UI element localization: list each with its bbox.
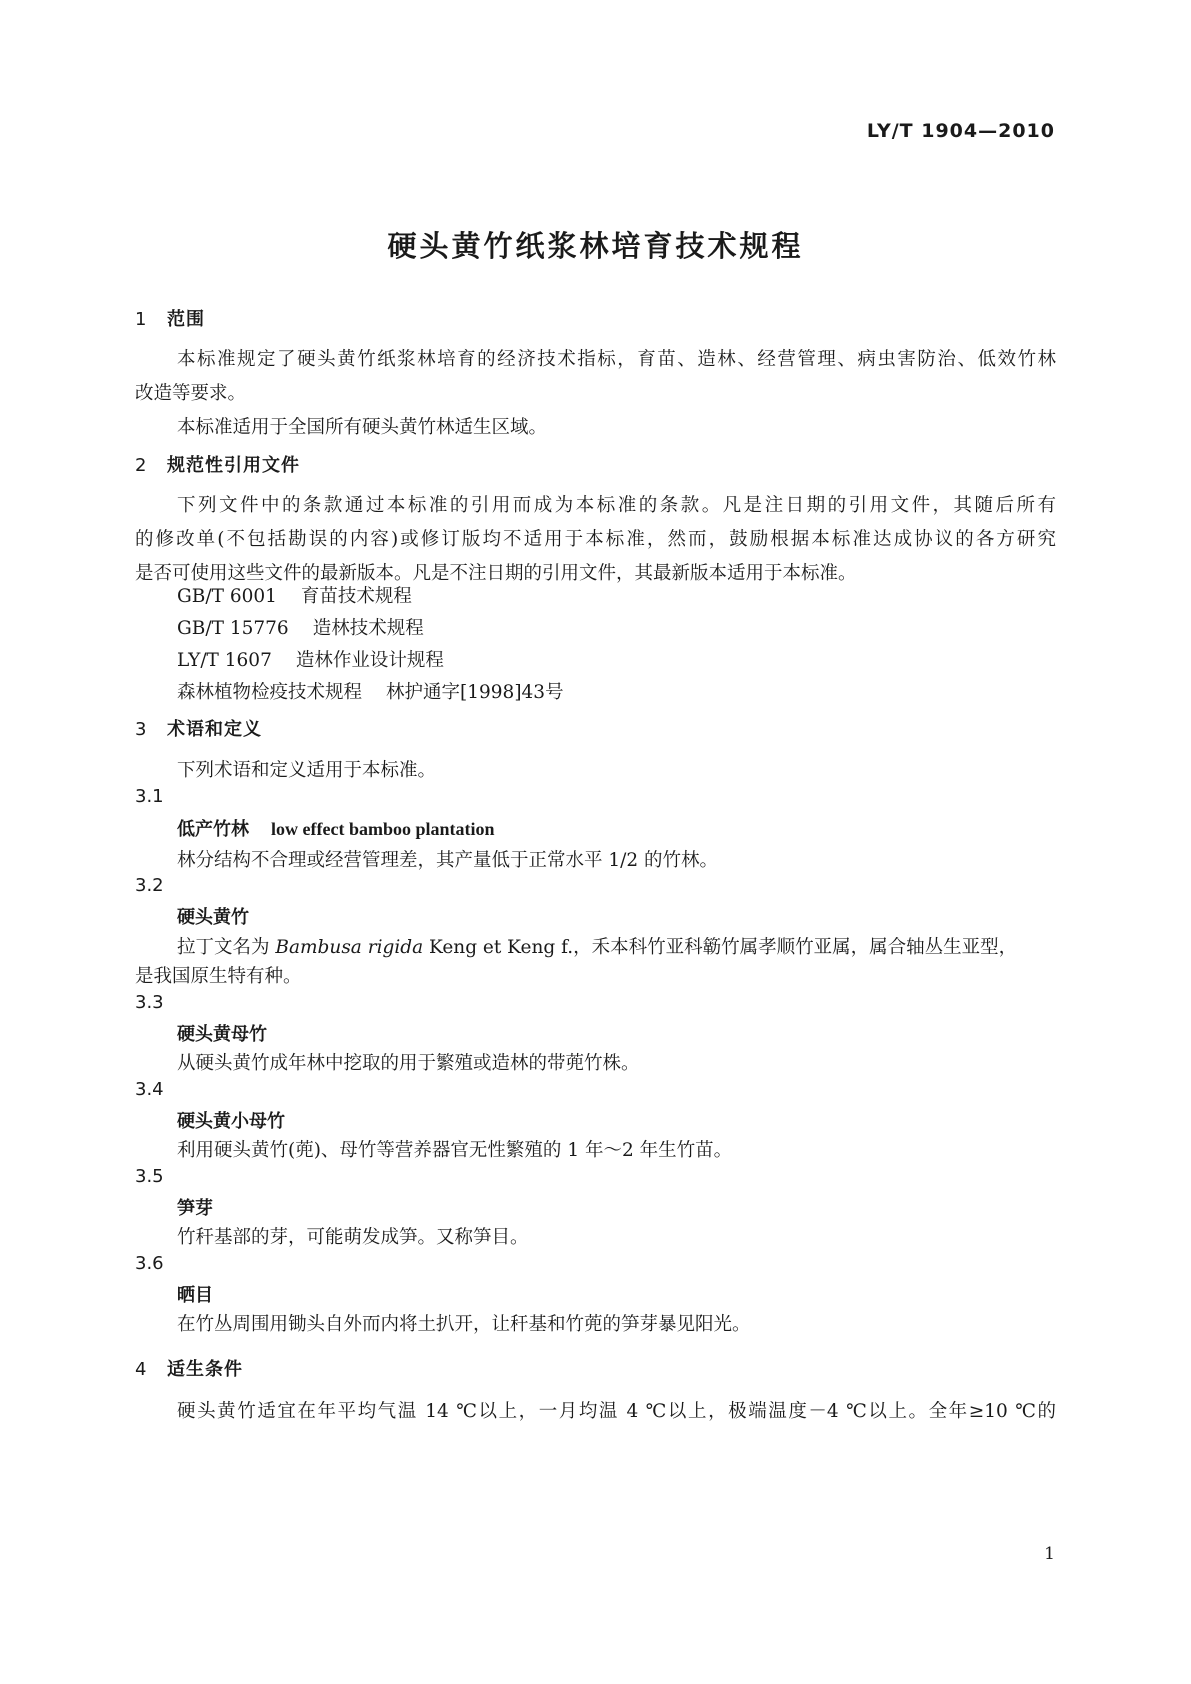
paragraph-line: 下列文件中的条款通过本标准的引用而成为本标准的条款。凡是注日期的引用文件，其随后所有	[177, 495, 1056, 516]
section-2-heading	[135, 451, 300, 477]
term-definition-continued: 是我国原生特有种。	[135, 966, 302, 987]
section-title: 范围	[167, 309, 205, 330]
paragraph-line: 是否可使用这些文件的最新版本。凡是不注日期的引用文件，其最新版本适用于本标准。	[135, 563, 857, 584]
section-4-heading	[135, 1355, 243, 1381]
term-number: 3.6	[135, 1253, 164, 1274]
latin-name: Bambusa rigida	[275, 937, 424, 958]
term-en: low effect bamboo plantation	[271, 819, 495, 839]
section-title: 规范性引用文件	[167, 455, 300, 476]
reference-item	[177, 614, 424, 640]
term-definition: 林分结构不合理或经营管理差，其产量低于正常水平 1/2 的竹林。	[177, 850, 719, 871]
reference-code: 森林植物检疫技术规程	[177, 682, 363, 703]
section-3-heading	[135, 715, 262, 741]
section-2-body	[135, 489, 1056, 591]
section-4-body: 硬头黄竹适宜在年平均气温 14 ℃以上，一月均温 4 ℃以上，极端温度－4 ℃以上。全年≥10 ℃的	[177, 1401, 1056, 1422]
reference-name: 林护通字[1998]43号	[386, 682, 564, 703]
standard-code: LY/T 1904—2010	[866, 120, 1055, 142]
section-title: 适生条件	[167, 1359, 243, 1380]
reference-name: 造林作业设计规程	[295, 650, 444, 671]
term-definition: 竹秆基部的芽，可能萌发成笋。又称笋目。	[177, 1227, 529, 1248]
term-number: 3.3	[135, 992, 164, 1013]
section-number: 2	[135, 455, 148, 476]
term-definition: 从硬头黄竹成年林中挖取的用于繁殖或造林的带蔸竹株。	[177, 1053, 640, 1074]
definition-text: Keng et Keng f.，禾本科竹亚科簕竹属孝顺竹亚属，属合轴丛生亚型，	[423, 937, 1018, 958]
term-title: 晒目	[177, 1285, 213, 1306]
term-number: 3.4	[135, 1079, 164, 1100]
term-definition: 利用硬头黄竹(蔸)、母竹等营养器官无性繁殖的 1 年～2 年生竹苗。	[177, 1140, 733, 1161]
section-number: 4	[135, 1359, 148, 1380]
section-title: 术语和定义	[167, 719, 262, 740]
term-title	[177, 815, 495, 841]
term-title: 硬头黄小母竹	[177, 1111, 285, 1132]
term-title: 硬头黄竹	[177, 907, 249, 928]
reference-name: 造林技术规程	[312, 618, 424, 639]
term-title: 笋芽	[177, 1198, 213, 1219]
reference-item	[177, 678, 564, 704]
reference-item	[177, 582, 412, 608]
reference-code: GB/T 15776	[177, 618, 289, 639]
term-number: 3.2	[135, 875, 164, 896]
term-definition	[177, 933, 1056, 959]
term-definition: 在竹丛周围用锄头自外而内将土扒开，让秆基和竹蔸的笋芽暴见阳光。	[177, 1314, 751, 1335]
reference-code: GB/T 6001	[177, 586, 277, 607]
definition-text: 拉丁文名为	[177, 937, 276, 958]
document-title: 硬头黄竹纸浆林培育技术规程	[387, 229, 804, 263]
section-3-intro: 下列术语和定义适用于本标准。	[177, 760, 437, 781]
section-number: 3	[135, 719, 148, 740]
paragraph-line: 本标准规定了硬头黄竹纸浆林培育的经济技术指标，育苗、造林、经营管理、病虫害防治、低效竹林	[177, 349, 1056, 370]
page-number: 1	[1044, 1544, 1055, 1564]
reference-item	[177, 646, 444, 672]
paragraph-line: 的修改单(不包括勘误的内容)或修订版均不适用于本标准，然而，鼓励根据本标准达成协议的各方研究	[135, 529, 1056, 550]
section-1-body	[135, 343, 1056, 445]
section-1-heading	[135, 305, 205, 331]
term-number: 3.5	[135, 1166, 164, 1187]
reference-code: LY/T 1607	[177, 650, 272, 671]
term-title: 硬头黄母竹	[177, 1024, 267, 1045]
term-number: 3.1	[135, 786, 164, 807]
section-number: 1	[135, 309, 148, 330]
paragraph-line: 改造等要求。	[135, 383, 247, 404]
paragraph-line: 本标准适用于全国所有硬头黄竹林适生区域。	[177, 417, 548, 438]
reference-name: 育苗技术规程	[300, 586, 412, 607]
term-zh: 低产竹林	[177, 819, 249, 840]
